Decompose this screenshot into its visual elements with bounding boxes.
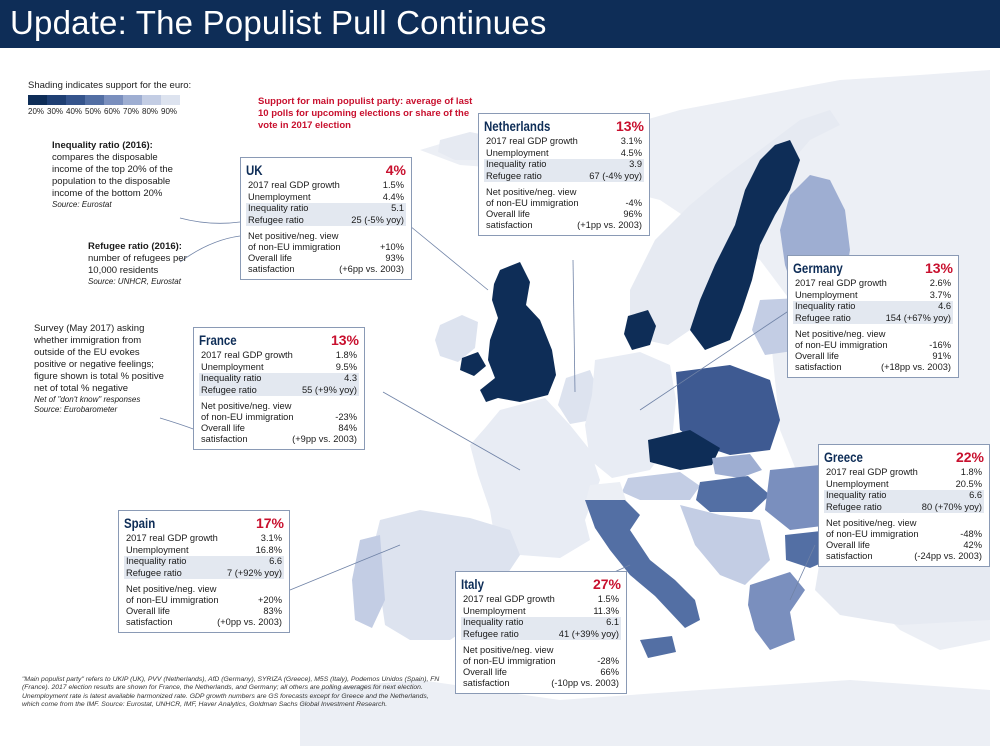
net-view-label-2: of non-EU immigration — [463, 656, 556, 666]
inequality-row — [824, 490, 984, 502]
life-label-1: Overall life — [795, 351, 839, 361]
net-view-label-1: Net positive/neg. view — [795, 329, 886, 339]
net-view-value: -4% — [625, 198, 642, 208]
refugee-row — [124, 568, 284, 580]
gdp-row-value: 2.6% — [929, 278, 951, 288]
net-view-row-2 — [484, 198, 644, 209]
net-view-row-2 — [246, 242, 406, 253]
inequality-row-value: 4.3 — [344, 373, 357, 383]
unemployment-row-value: 9.5% — [335, 361, 357, 372]
unemployment-row-value: 20.5% — [955, 478, 982, 489]
inequality-row-label: Inequality ratio — [126, 556, 187, 566]
refugee-row-label: Refugee ratio — [486, 170, 542, 181]
inequality-row — [124, 556, 284, 568]
legend-swatches — [28, 95, 228, 105]
country-header — [484, 118, 644, 134]
footnote: "Main populist party" refers to UKIP (UK), PVV (Netherlands), AfD (Germany), SYRIZA (Greece), M5S (Italy), Podemos Unidos (Spain), FN (France). 2017 election results are shown for France, the Netherlands, and Germany; all others are polling averages for next election. Unemployment rate is latest available harmonized rate. GDP growth numbers are GS forecasts except for Greece and the Netherlands, which come from the IMF. Source: Eurostat, UNHCR, IMF, Haver Analytics, Goldman Sachs Global Investment Research. — [22, 676, 440, 708]
net-view-value: -16% — [929, 340, 951, 350]
life-change: (+9pp vs. 2003) — [292, 434, 357, 444]
refugee-row — [461, 629, 621, 641]
net-view-label-1: Net positive/neg. view — [126, 584, 217, 594]
gdp-row-value: 1.5% — [597, 594, 619, 604]
unemployment-row — [461, 606, 621, 618]
legend-swatch — [161, 95, 180, 105]
legend-swatch — [104, 95, 123, 105]
net-view-label-2: of non-EU immigration — [795, 340, 888, 350]
legend-swatch — [28, 95, 47, 105]
country-box-spain — [118, 510, 290, 633]
inequality-note-body: compares the disposable income of the top 20% of the population to the disposable income of the bottom 20% — [52, 152, 173, 199]
unemployment-row-value: 4.4% — [382, 191, 404, 202]
country-box-greece — [818, 444, 990, 567]
country-box-netherlands — [478, 113, 650, 236]
inequality-row — [199, 373, 359, 385]
map-greece — [748, 572, 805, 650]
net-view-label-2: of non-EU immigration — [486, 198, 579, 208]
inequality-row-value: 5.1 — [391, 203, 404, 213]
life-row-1 — [793, 351, 953, 362]
page-title: Update: The Populist Pull Continues — [10, 4, 547, 41]
gdp-row — [793, 278, 953, 290]
life-label-1: Overall life — [486, 209, 530, 219]
refugee-row-value: 41 (+39% yoy) — [558, 628, 619, 639]
legend-swatch — [123, 95, 142, 105]
survey-note-body: Survey (May 2017) asking whether immigration from outside of the EU evokes positive or negative feelings; figure shown is total % positive net of total % negative — [34, 323, 164, 394]
net-view-row-2 — [124, 595, 284, 606]
net-view-row-1 — [484, 187, 644, 198]
refugee-row — [793, 313, 953, 325]
life-label-1: Overall life — [826, 540, 870, 550]
inequality-row-label: Inequality ratio — [201, 373, 262, 383]
gdp-row — [124, 533, 284, 545]
gdp-row — [824, 467, 984, 479]
net-view-label-2: of non-EU immigration — [201, 412, 294, 422]
life-row-2 — [793, 362, 953, 373]
inequality-row-value: 3.9 — [629, 159, 642, 169]
country-name: Greece — [824, 449, 863, 465]
gdp-row — [461, 594, 621, 606]
country-name: Spain — [124, 515, 156, 531]
life-row-2 — [199, 434, 359, 445]
inequality-row-label: Inequality ratio — [826, 490, 887, 500]
country-name: France — [199, 332, 237, 348]
country-box-italy — [455, 571, 627, 694]
inequality-row-label: Inequality ratio — [795, 301, 856, 311]
net-view-row-1 — [124, 584, 284, 595]
unemployment-row — [246, 192, 406, 204]
legend-tick: 60% — [104, 107, 121, 116]
life-label-2: satisfaction — [486, 220, 533, 230]
survey-note-source-2: Source: Eurobarometer — [34, 405, 118, 414]
life-change: (+0pp vs. 2003) — [217, 617, 282, 627]
life-change: (+1pp vs. 2003) — [577, 220, 642, 230]
populist-support: 22% — [955, 449, 984, 465]
refugee-row-label: Refugee ratio — [826, 501, 882, 512]
legend-swatch — [66, 95, 85, 105]
net-view-row-1 — [824, 518, 984, 529]
refugee-row-value: 80 (+70% yoy) — [921, 501, 982, 512]
legend-tick: 50% — [85, 107, 102, 116]
country-box-germany — [787, 255, 959, 378]
legend-swatch — [85, 95, 104, 105]
populist-party-note: Support for main populist party: average of last 10 polls for upcoming elections or share of the vote in 2017 election — [258, 96, 473, 131]
survey-note-source-1: Net of "don't know" responses — [34, 395, 141, 404]
refugee-row-value: 67 (-4% yoy) — [589, 170, 642, 181]
unemployment-row-label: Unemployment — [463, 605, 526, 616]
net-view-row-2 — [793, 340, 953, 351]
life-label-1: Overall life — [248, 253, 292, 263]
populist-support: 13% — [330, 332, 359, 348]
net-view-row-1 — [793, 329, 953, 340]
net-view-label-1: Net positive/neg. view — [201, 401, 292, 411]
net-view-row-2 — [199, 412, 359, 423]
legend-tick: 80% — [142, 107, 159, 116]
populist-support: 17% — [255, 515, 284, 531]
country-header — [246, 162, 406, 178]
life-row-1 — [246, 253, 406, 264]
legend-ticks — [28, 107, 228, 116]
country-box-uk — [240, 157, 412, 280]
legend-tick: 20% — [28, 107, 45, 116]
country-box-france — [193, 327, 365, 450]
populist-support: 13% — [615, 118, 644, 134]
refugee-row — [484, 171, 644, 183]
net-view-value: +10% — [379, 242, 404, 252]
unemployment-row — [793, 290, 953, 302]
life-label-2: satisfaction — [795, 362, 842, 372]
country-name: Italy — [461, 576, 484, 592]
gdp-row-value: 3.1% — [620, 136, 642, 146]
refugee-row-label: Refugee ratio — [248, 214, 304, 225]
refugee-row-value: 154 (+67% yoy) — [885, 312, 951, 323]
refugee-row-label: Refugee ratio — [201, 384, 257, 395]
populist-support: 13% — [924, 260, 953, 276]
map-sicily — [640, 636, 676, 658]
unemployment-row-value: 4.5% — [620, 147, 642, 158]
gdp-row-label: 2017 real GDP growth — [463, 594, 555, 604]
unemployment-row-label: Unemployment — [795, 289, 858, 300]
unemployment-row-label: Unemployment — [486, 147, 549, 158]
inequality-row — [793, 301, 953, 313]
unemployment-row — [484, 148, 644, 160]
country-header — [461, 576, 621, 592]
legend-swatch — [142, 95, 161, 105]
legend-swatch — [47, 95, 66, 105]
country-header — [824, 449, 984, 465]
unemployment-row-value: 16.8% — [255, 544, 282, 555]
gdp-row-value: 1.5% — [382, 180, 404, 190]
refugee-row-value: 25 (-5% yoy) — [351, 214, 404, 225]
legend-tick: 40% — [66, 107, 83, 116]
life-row-1 — [199, 423, 359, 434]
inequality-note-source: Source: Eurostat — [52, 200, 112, 209]
net-view-row-2 — [461, 656, 621, 667]
inequality-note-title: Inequality ratio (2016): — [52, 140, 153, 151]
unemployment-row-label: Unemployment — [826, 478, 889, 489]
unemployment-row — [124, 545, 284, 557]
populist-support: 27% — [592, 576, 621, 592]
refugee-row — [824, 502, 984, 514]
life-row-2 — [484, 220, 644, 231]
life-row-1 — [461, 667, 621, 678]
life-value: 83% — [263, 606, 282, 616]
net-view-label-2: of non-EU immigration — [826, 529, 919, 539]
net-view-value: -28% — [597, 656, 619, 666]
life-change: (-24pp vs. 2003) — [914, 551, 982, 561]
populist-support: 4% — [385, 162, 406, 178]
unemployment-row — [824, 479, 984, 491]
gdp-row — [246, 180, 406, 192]
country-header — [793, 260, 953, 276]
country-name: Germany — [793, 260, 843, 276]
country-header — [199, 332, 359, 348]
map-portugal — [352, 535, 385, 628]
life-label-2: satisfaction — [248, 264, 295, 274]
inequality-row-value: 6.1 — [606, 617, 619, 627]
refugee-row-label: Refugee ratio — [795, 312, 851, 323]
net-view-row-1 — [246, 231, 406, 242]
unemployment-row-label: Unemployment — [126, 544, 189, 555]
gdp-row-label: 2017 real GDP growth — [486, 136, 578, 146]
life-change: (+18pp vs. 2003) — [880, 362, 951, 372]
life-row-1 — [824, 540, 984, 551]
map-balkans — [680, 505, 770, 585]
refugee-row — [199, 385, 359, 397]
inequality-row — [461, 617, 621, 629]
gdp-row-label: 2017 real GDP growth — [826, 467, 918, 477]
inequality-row-value: 6.6 — [269, 556, 282, 566]
gdp-row-label: 2017 real GDP growth — [248, 180, 340, 190]
net-view-value: +20% — [257, 595, 282, 605]
country-name: UK — [246, 162, 263, 178]
gdp-row-value: 3.1% — [260, 533, 282, 543]
refugee-row — [246, 215, 406, 227]
legend-tick: 90% — [161, 107, 178, 116]
country-header — [124, 515, 284, 531]
inequality-row — [484, 159, 644, 171]
refugee-note — [88, 241, 193, 287]
map-uk — [480, 262, 556, 402]
life-row-2 — [461, 678, 621, 689]
gdp-row — [484, 136, 644, 148]
life-value: 66% — [600, 667, 619, 677]
life-label-1: Overall life — [201, 423, 245, 433]
life-label-2: satisfaction — [201, 434, 248, 444]
inequality-row — [246, 203, 406, 215]
unemployment-row-value: 3.7% — [929, 289, 951, 300]
life-value: 91% — [932, 351, 951, 361]
refugee-note-body: number of refugees per 10,000 residents — [88, 253, 187, 276]
gdp-row-value: 1.8% — [335, 350, 357, 360]
refugee-row-label: Refugee ratio — [126, 567, 182, 578]
net-view-label-1: Net positive/neg. view — [248, 231, 339, 241]
life-change: (-10pp vs. 2003) — [551, 678, 619, 688]
refugee-row-value: 55 (+9% yoy) — [301, 384, 357, 395]
map-austria — [622, 472, 700, 500]
title-bar — [0, 0, 1000, 48]
unemployment-row-value: 11.3% — [593, 605, 619, 616]
unemployment-row — [199, 362, 359, 374]
unemployment-row-label: Unemployment — [248, 191, 311, 202]
net-view-label-2: of non-EU immigration — [248, 242, 341, 252]
legend-tick: 30% — [47, 107, 64, 116]
life-label-1: Overall life — [126, 606, 170, 616]
life-label-2: satisfaction — [463, 678, 510, 688]
country-name: Netherlands — [484, 118, 551, 134]
net-view-value: -48% — [960, 529, 982, 539]
refugee-note-title: Refugee ratio (2016): — [88, 241, 182, 252]
refugee-row-value: 7 (+92% yoy) — [226, 567, 282, 578]
net-view-row-1 — [199, 401, 359, 412]
life-value: 84% — [338, 423, 357, 433]
net-view-row-1 — [461, 645, 621, 656]
gdp-row-value: 1.8% — [960, 467, 982, 477]
survey-note — [34, 323, 169, 415]
gdp-row-label: 2017 real GDP growth — [795, 278, 887, 288]
net-view-label-1: Net positive/neg. view — [486, 187, 577, 197]
legend-title: Shading indicates support for the euro: — [28, 80, 192, 91]
life-label-1: Overall life — [463, 667, 507, 677]
life-label-2: satisfaction — [126, 617, 173, 627]
net-view-label-1: Net positive/neg. view — [463, 645, 554, 655]
net-view-label-2: of non-EU immigration — [126, 595, 219, 605]
net-view-value: -23% — [335, 412, 357, 422]
inequality-row-label: Inequality ratio — [248, 203, 309, 213]
life-value: 96% — [623, 209, 642, 219]
refugee-note-source: Source: UNHCR, Eurostat — [88, 277, 181, 286]
gdp-row — [199, 350, 359, 362]
euro-support-legend — [28, 80, 228, 116]
inequality-row-value: 4.6 — [938, 301, 951, 311]
life-change: (+6pp vs. 2003) — [339, 264, 404, 274]
life-value: 93% — [385, 253, 404, 263]
refugee-row-label: Refugee ratio — [463, 628, 519, 639]
life-row-1 — [124, 606, 284, 617]
map-slovakia — [712, 454, 762, 478]
map-hungary — [696, 476, 770, 512]
life-label-2: satisfaction — [826, 551, 873, 561]
life-value: 42% — [963, 540, 982, 550]
inequality-note — [52, 140, 187, 210]
net-view-row-2 — [824, 529, 984, 540]
life-row-2 — [824, 551, 984, 562]
gdp-row-label: 2017 real GDP growth — [201, 350, 293, 360]
unemployment-row-label: Unemployment — [201, 361, 264, 372]
life-row-2 — [124, 617, 284, 628]
inequality-row-value: 6.6 — [969, 490, 982, 500]
inequality-row-label: Inequality ratio — [463, 617, 524, 627]
legend-tick: 70% — [123, 107, 140, 116]
gdp-row-label: 2017 real GDP growth — [126, 533, 218, 543]
net-view-label-1: Net positive/neg. view — [826, 518, 917, 528]
life-row-1 — [484, 209, 644, 220]
life-row-2 — [246, 264, 406, 275]
inequality-row-label: Inequality ratio — [486, 159, 547, 169]
